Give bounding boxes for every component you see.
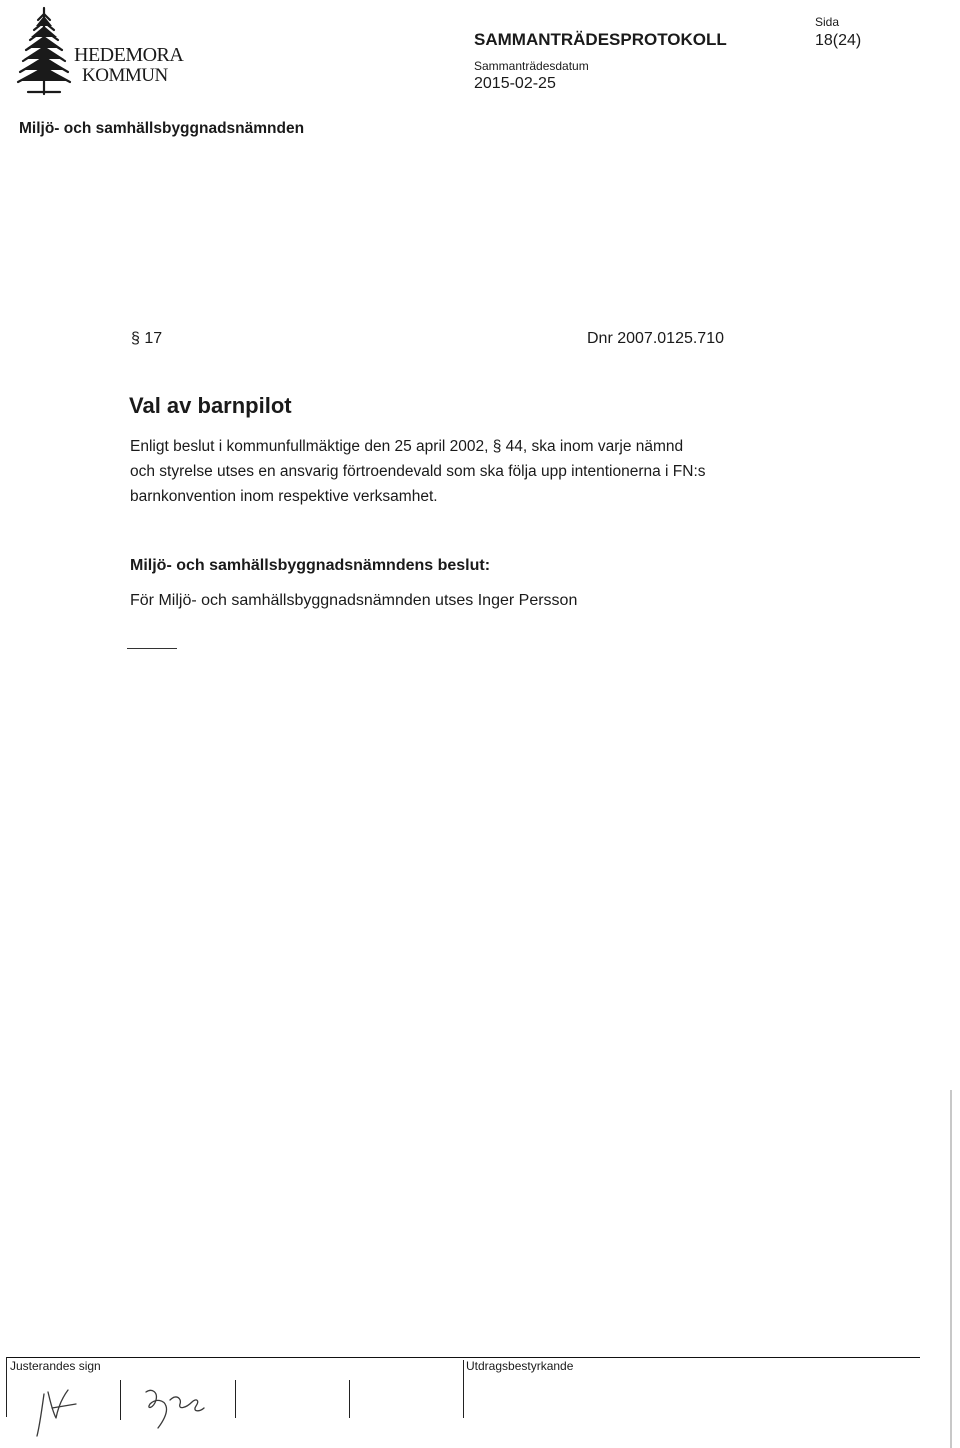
section-body xyxy=(130,434,810,509)
signature-label: Justerandes sign xyxy=(10,1359,101,1373)
section-title: Val av barnpilot xyxy=(129,393,292,418)
decision-text: För Miljö- och samhällsbyggnadsnämnden utses Inger Persson xyxy=(130,592,578,609)
committee-name: Miljö- och samhällsbyggnadsnämnden xyxy=(19,120,305,137)
extract-certification-label: Utdragsbestyrkande xyxy=(466,1359,574,1373)
body-line: och styrelse utses en ansvarig förtroendevald som ska följa upp intentionerna i FN:s xyxy=(130,463,706,480)
scan-page-edge xyxy=(950,1090,952,1448)
footer-box-middle-edge xyxy=(463,1360,464,1418)
logo-text-line1: HEDEMORA xyxy=(74,44,184,66)
section-number: § 17 xyxy=(131,330,163,347)
body-line: barnkonvention inom respektive verksamhet. xyxy=(130,488,438,505)
meeting-date-label: Sammanträdesdatum xyxy=(474,59,589,73)
section-end-divider xyxy=(127,648,177,649)
logo-text-line2: KOMMUN xyxy=(82,65,168,86)
page-number: 18(24) xyxy=(815,32,862,49)
body-line: Enligt beslut i kommunfullmäktige den 25 april 2002, § 44, ska inom varje nämnd xyxy=(130,438,684,455)
document-type: SAMMANTRÄDESPROTOKOLL xyxy=(474,30,727,49)
fir-tree-logo-icon xyxy=(14,6,74,98)
meeting-date: 2015-02-25 xyxy=(474,75,556,92)
handwritten-initials-icon xyxy=(6,1358,456,1446)
decision-heading: Miljö- och samhällsbyggnadsnämndens beslut: xyxy=(130,557,491,574)
page-label: Sida xyxy=(815,15,840,29)
case-number: Dnr 2007.0125.710 xyxy=(587,330,724,347)
